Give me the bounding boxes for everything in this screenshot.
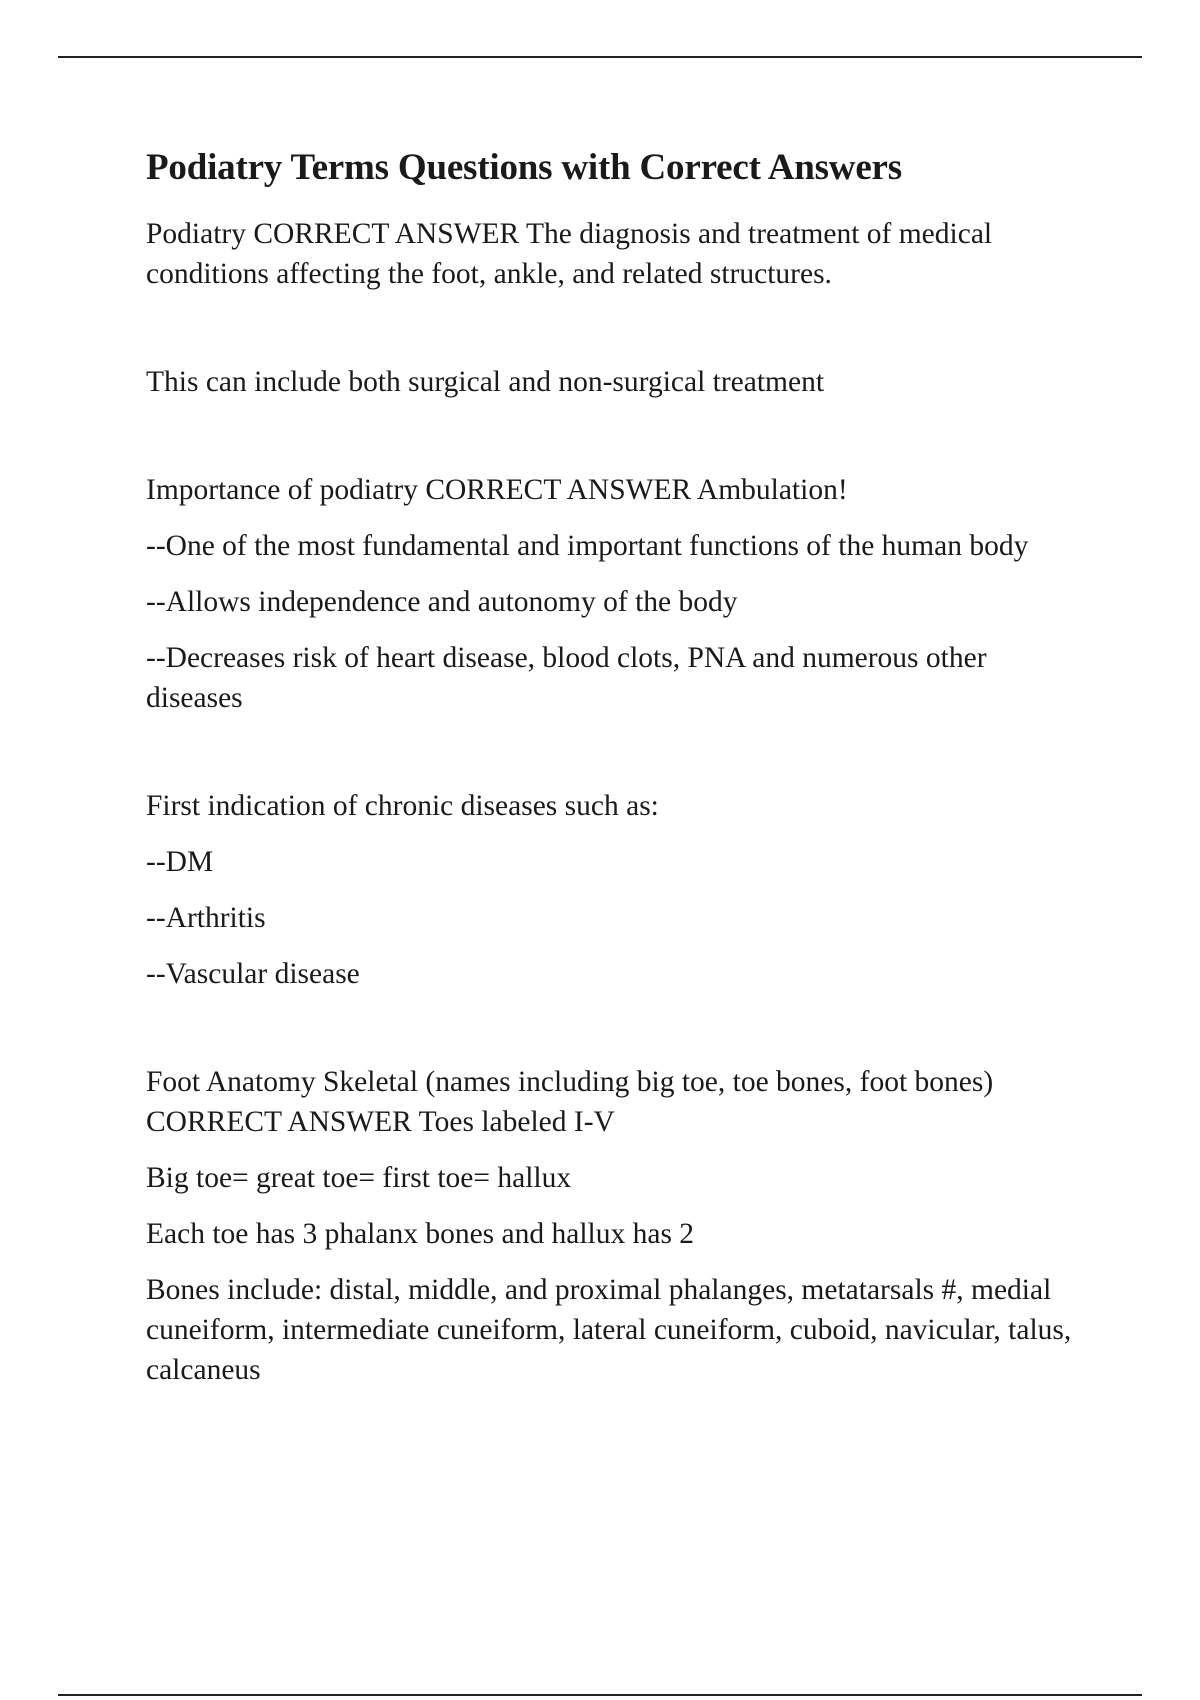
paragraph-podiatry-definition: Podiatry CORRECT ANSWER The diagnosis and treatment of medical conditions affecting the foot, ankle, and related structures. (146, 218, 993, 290)
document-body (146, 144, 1086, 1406)
paragraph-first-indication: First indication of chronic diseases such as: (146, 790, 659, 822)
paragraph-fundamental-function: --One of the most fundamental and important functions of the human body (146, 530, 1029, 562)
paragraph-foot-anatomy: Foot Anatomy Skeletal (names including big toe, toe bones, foot bones) CORRECT ANSWER Toes labeled I-V (146, 1066, 994, 1138)
paragraph-phalanx-count: Each toe has 3 phalanx bones and hallux has 2 (146, 1218, 695, 1250)
paragraph-importance-of-podiatry: Importance of podiatry CORRECT ANSWER Ambulation! (146, 474, 848, 506)
document-title: Podiatry Terms Questions with Correct Answers (146, 147, 902, 188)
paragraph-independence: --Allows independence and autonomy of the body (146, 586, 738, 618)
paragraph-arthritis: --Arthritis (146, 902, 266, 934)
paragraph-vascular-disease: --Vascular disease (146, 958, 360, 990)
paragraph-bones-include: Bones include: distal, middle, and proximal phalanges, metatarsals #, medial cuneiform, intermediate cuneiform, lateral cuneiform, cuboid, navicular, talus, calcaneus (146, 1274, 1072, 1386)
header-rule (58, 56, 1142, 58)
paragraph-treatment-types: This can include both surgical and non-surgical treatment (146, 366, 825, 398)
footer-rule (58, 1694, 1142, 1696)
paragraph-big-toe: Big toe= great toe= first toe= hallux (146, 1162, 572, 1194)
paragraph-decreases-risk: --Decreases risk of heart disease, blood clots, PNA and numerous other diseases (146, 642, 987, 714)
paragraph-dm: --DM (146, 846, 214, 878)
